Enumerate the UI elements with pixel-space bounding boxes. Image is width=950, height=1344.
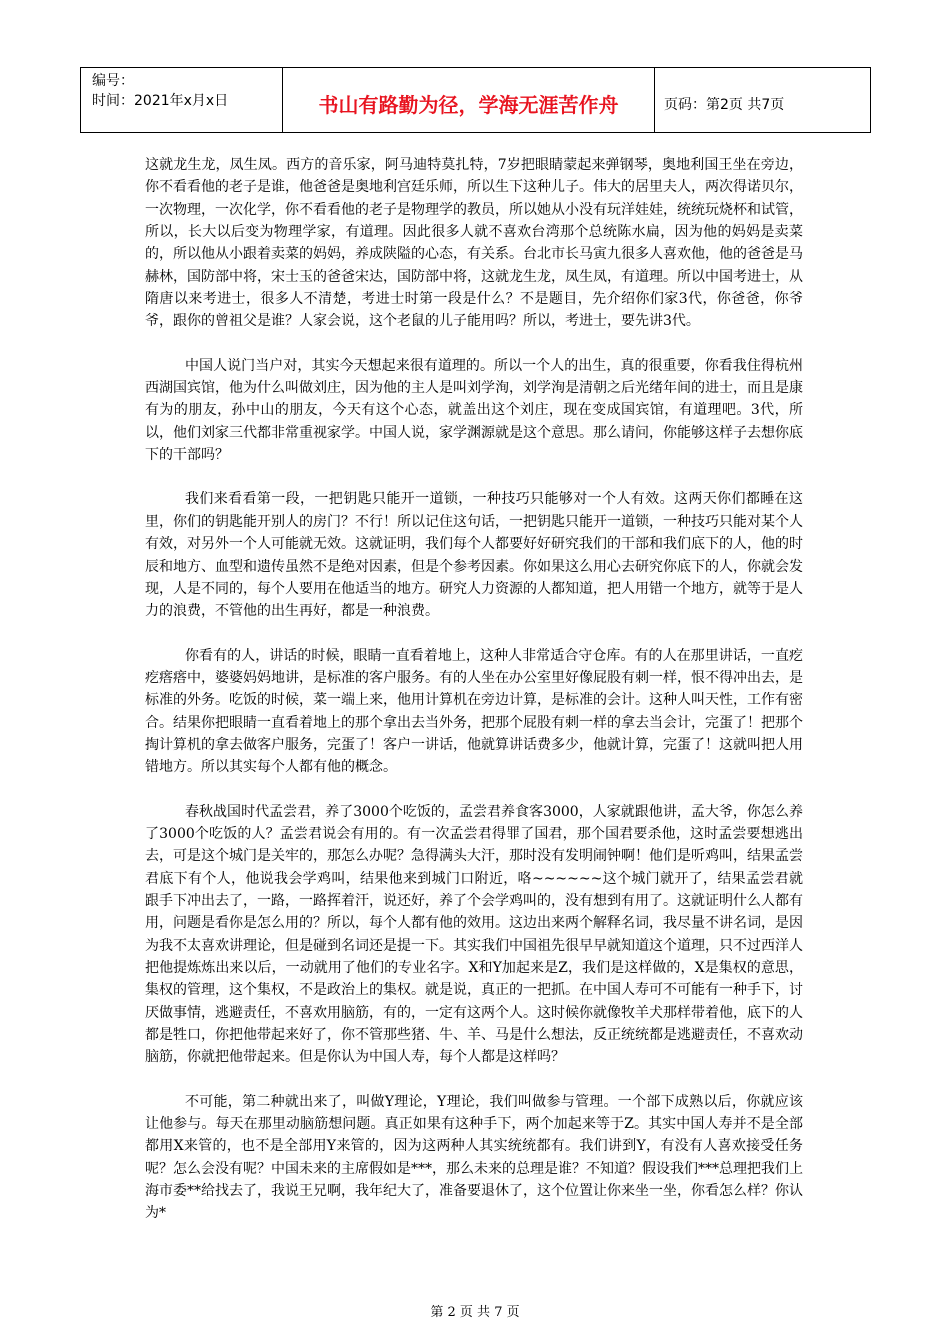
paragraph: 我们来看看第一段，一把钥匙只能开一道锁，一种技巧只能够对一个人有效。这两天你们都睡在这里，你们的钥匙能开别人的房门？不行！所以记住这句话，一把钥匙只能开一道锁，一种技巧只能对某个人有效，对另外一个人可能就无效。这就证明，我们每个人都要好好研究我们的干部和我们底下的人，他的时辰和地方、血型和遗传虽然不是绝对因素，但是个参考因素。你如果这么用心去研究你底下的人，你就会发现，人是不同的，每个人要用在他适当的地方。研究人力资源的人都知道，把人用错一个地方，就等于是人力的浪费，不管他的出生再好，都是一种浪费。 [145, 491, 803, 620]
paragraph: 你看有的人，讲话的时候，眼睛一直看着地上，这种人非常适合守仓库。有的人在那里讲话，一直疙疙瘩瘩中，婆婆妈妈地讲，是标准的客户服务。有的人坐在办公室里好像屁股有刺一样，恨不得冲出去，是标准的外务。吃饭的时候，菜一端上来，他用计算机在旁边计算，是标准的会计。这种人叫天性，工作有密合。结果你把眼睛一直看着地上的那个拿出去当外务，把那个屁股有刺一样的拿去当会计，完蛋了！把那个掏计算机的拿去做客户服务，完蛋了！客户一讲话，他就算讲话费多少，他就计算，完蛋了！这就叫把人用错地方。所以其实每个人都有他的概念。 [145, 647, 803, 776]
page-footer: 第 2 页 共 7 页 [430, 1305, 520, 1320]
paragraph: 中国人说门当户对，其实今天想起来很有道理的。所以一个人的出生，真的很重要，你看我住得杭州西湖国宾馆，他为什么叫做刘庄，因为他的主人是叫刘学洵，刘学洵是清朝之后光绪年间的进士，而且是康有为的朋友，孙中山的朋友，今天有这个心态，就盖出这个刘庄，现在变成国宾馆，有道理吧。3代，所以，他们刘家三代都非常重视家学。中国人说，家学渊源就是这个意思。那么请问，你能够这样子去想你底下的干部吗？ [145, 357, 803, 464]
time-label: 时间：2021年x月x日 [92, 93, 229, 109]
header-motto: 书山有路勤为径，学海无涯苦作舟 [283, 68, 655, 132]
document-body [145, 154, 803, 1247]
header-meta [81, 68, 283, 132]
paragraph: 不可能，第二种就出来了，叫做Y理论，Y理论，我们叫做参与管理。一个部下成熟以后，你就应该让他参与。每天在那里动脑筋想问题。真正如果有这种手下，两个加起来等于Z。其实中国人寿并不是全部都用X来管的，也不是全部用Y来管的，因为这两种人其实统统都有。我们讲到Y，有没有人喜欢接受任务呢？怎么会没有呢？中国未来的主席假如是***，那么未来的总理是谁？不知道？假设我们***总理把我们上海市委**给找去了，我说王兄啊，我年纪大了，准备要退休了，这个位置让你来坐一坐，你看怎么样？你认为* [145, 1093, 803, 1222]
paragraph: 这就龙生龙，凤生凤。西方的音乐家，阿马迪特莫扎特，7岁把眼睛蒙起来弹钢琴，奥地利国王坐在旁边，你不看看他的老子是谁，他爸爸是奥地利宫廷乐师，所以生下这种儿子。伟大的居里夫人，两次得诺贝尔，一次物理，一次化学，你不看看他的老子是物理学的教员，所以她从小没有玩洋娃娃，统统玩烧杯和试管，所以，长大以后变为物理学家，有道理。因此很多人就不喜欢台湾那个总统陈水扁，因为他的妈妈是卖菜的，所以他从小跟着卖菜的妈妈，养成陕隘的心态，有关系。台北市长马寅九很多人喜欢他，他的爸爸是马赫林，国防部中将，宋士玉的爸爸宋达，国防部中将，这就龙生龙，凤生凤，有道理。所以中国考进士，从隋唐以来考进士，很多人不清楚，考进士时第一段是什么？不是题目，先介绍你们家3代，你爸爸，你爷爷，跟你的曾祖父是谁？人家会说，这个老鼠的儿子能用吗？所以，考进士，要先讲3代。 [145, 157, 803, 330]
page-header [80, 67, 871, 133]
paragraph: 春秋战国时代孟尝君，养了3000个吃饭的，孟尝君养食客3000，人家就跟他讲，孟大爷，你怎么养了3000个吃饭的人？孟尝君说会有用的。有一次孟尝君得罪了国君，那个国君要杀他，这时孟尝要想逃出去，可是这个城门是关牢的，那怎么办呢？急得满头大汗，那时没有发明闹钟啊！他们是听鸡叫，结果孟尝君底下有个人，他说我会学鸡叫，结果他来到城门口附近，咯~~~~~~这个城门就开了，结果孟尝君就跟手下冲出去了，一路，一路挥着汗，说还好，养了个会学鸡叫的，没有想到有用了。这就证明什么人都有用，问题是看你是怎么用的？所以，每个人都有他的效用。这边出来两个解释名词，我尽量不讲名词，是因为我不太喜欢讲理论，但是碰到名词还是提一下。其实我们中国祖先很早早就知道这个道理，只不过西洋人把他提炼炼出来以后，一动就用了他们的专业名字。X和Y加起来是Z，我们是这样做的，X是集权的意思，集权的管理，这个集权，不是政治上的集权。就是说，真正的一把抓。在中国人寿可不可能有一种手下，讨厌做事情，逃避责任，不喜欢用脑筋，有的，一定有这两个人。这时候你就像牧羊犬那样带着他，底下的人都是牲口，你把他带起来好了，你不管那些猪、牛、羊、马是什么想法，反正统统都是逃避责任，不喜欢动脑筋，你就把他带起来。但是你认为中国人寿，每个人都是这样吗？ [145, 803, 803, 1066]
number-label: 编号： [92, 73, 134, 89]
header-page-info: 页码：第2页 共7页 [664, 97, 785, 113]
